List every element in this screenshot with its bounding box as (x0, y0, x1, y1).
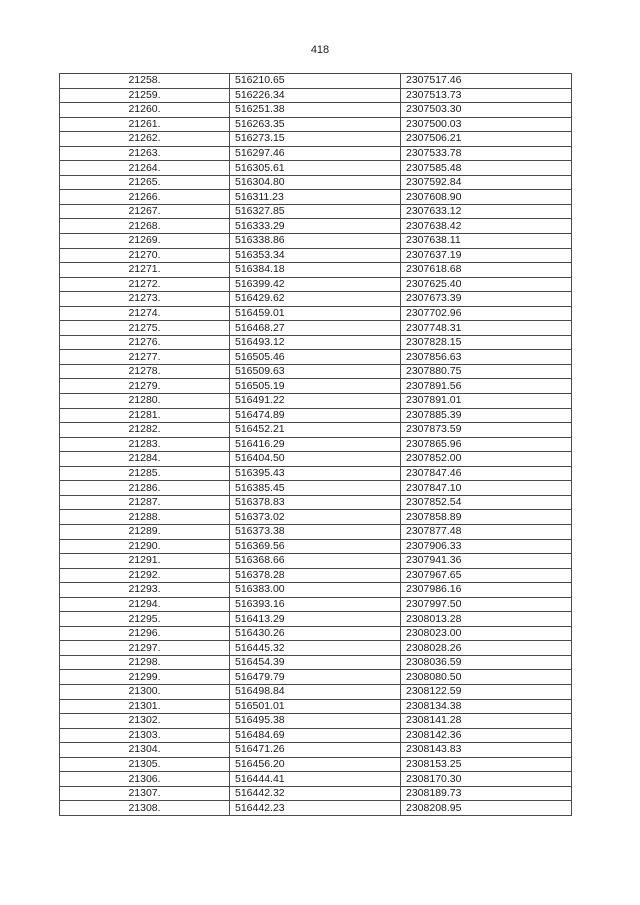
point-number-cell: 21275. (60, 321, 230, 336)
y-coordinate-cell: 2307506.21 (401, 132, 572, 147)
x-coordinate-cell: 516373.02 (230, 510, 401, 525)
y-coordinate-cell: 2307633.12 (401, 204, 572, 219)
point-number-cell: 21268. (60, 219, 230, 234)
point-number-cell: 21287. (60, 495, 230, 510)
point-number-cell: 21271. (60, 263, 230, 278)
y-coordinate-cell: 2307997.50 (401, 597, 572, 612)
point-number-cell: 21264. (60, 161, 230, 176)
y-coordinate-cell: 2307503.30 (401, 103, 572, 118)
y-coordinate-cell: 2307533.78 (401, 146, 572, 161)
y-coordinate-cell: 2307856.63 (401, 350, 572, 365)
point-number-cell: 21283. (60, 437, 230, 452)
y-coordinate-cell: 2308153.25 (401, 757, 572, 772)
y-coordinate-cell: 2307748.31 (401, 321, 572, 336)
x-coordinate-cell: 516479.79 (230, 670, 401, 685)
y-coordinate-cell: 2308143.83 (401, 743, 572, 758)
point-number-cell: 21269. (60, 234, 230, 249)
table-row (60, 786, 572, 801)
table-row (60, 714, 572, 729)
table-row (60, 670, 572, 685)
y-coordinate-cell: 2307967.65 (401, 568, 572, 583)
x-coordinate-cell: 516273.15 (230, 132, 401, 147)
point-number-cell: 21289. (60, 524, 230, 539)
table-row (60, 699, 572, 714)
y-coordinate-cell: 2307891.01 (401, 394, 572, 409)
point-number-cell: 21263. (60, 146, 230, 161)
table-row (60, 437, 572, 452)
point-number-cell: 21303. (60, 728, 230, 743)
x-coordinate-cell: 516474.89 (230, 408, 401, 423)
x-coordinate-cell: 516297.46 (230, 146, 401, 161)
x-coordinate-cell: 516468.27 (230, 321, 401, 336)
table-row (60, 481, 572, 496)
y-coordinate-cell: 2308189.73 (401, 786, 572, 801)
point-number-cell: 21300. (60, 684, 230, 699)
table-row (60, 728, 572, 743)
x-coordinate-cell: 516226.34 (230, 88, 401, 103)
table-row (60, 554, 572, 569)
table-row (60, 103, 572, 118)
point-number-cell: 21290. (60, 539, 230, 554)
table-row (60, 88, 572, 103)
x-coordinate-cell: 516452.21 (230, 423, 401, 438)
point-number-cell: 21276. (60, 335, 230, 350)
x-coordinate-cell: 516444.41 (230, 772, 401, 787)
x-coordinate-cell: 516505.46 (230, 350, 401, 365)
point-number-cell: 21262. (60, 132, 230, 147)
table-row (60, 74, 572, 89)
x-coordinate-cell: 516304.80 (230, 175, 401, 190)
y-coordinate-cell: 2307880.75 (401, 364, 572, 379)
table-row (60, 684, 572, 699)
y-coordinate-cell: 2307618.68 (401, 263, 572, 278)
table-row (60, 495, 572, 510)
y-coordinate-cell: 2307500.03 (401, 117, 572, 132)
point-number-cell: 21282. (60, 423, 230, 438)
table-row (60, 379, 572, 394)
x-coordinate-cell: 516333.29 (230, 219, 401, 234)
y-coordinate-cell: 2308036.59 (401, 655, 572, 670)
point-number-cell: 21266. (60, 190, 230, 205)
x-coordinate-cell: 516404.50 (230, 452, 401, 467)
point-number-cell: 21261. (60, 117, 230, 132)
x-coordinate-cell: 516505.19 (230, 379, 401, 394)
point-number-cell: 21259. (60, 88, 230, 103)
y-coordinate-cell: 2307877.48 (401, 524, 572, 539)
point-number-cell: 21280. (60, 394, 230, 409)
table-row (60, 219, 572, 234)
x-coordinate-cell: 516338.86 (230, 234, 401, 249)
x-coordinate-cell: 516327.85 (230, 204, 401, 219)
point-number-cell: 21294. (60, 597, 230, 612)
table-row (60, 801, 572, 816)
x-coordinate-cell: 516471.26 (230, 743, 401, 758)
table-row (60, 161, 572, 176)
table-row (60, 524, 572, 539)
table-row (60, 263, 572, 278)
table-row (60, 423, 572, 438)
y-coordinate-cell: 2307673.39 (401, 292, 572, 307)
x-coordinate-cell: 516442.32 (230, 786, 401, 801)
table-row (60, 117, 572, 132)
table-row (60, 626, 572, 641)
point-number-cell: 21299. (60, 670, 230, 685)
table-row (60, 175, 572, 190)
x-coordinate-cell: 516378.28 (230, 568, 401, 583)
table-row (60, 277, 572, 292)
table-row (60, 234, 572, 249)
table-row (60, 306, 572, 321)
y-coordinate-cell: 2307941.36 (401, 554, 572, 569)
table-row (60, 394, 572, 409)
point-number-cell: 21302. (60, 714, 230, 729)
x-coordinate-cell: 516378.83 (230, 495, 401, 510)
table-row (60, 612, 572, 627)
x-coordinate-cell: 516498.84 (230, 684, 401, 699)
x-coordinate-cell: 516456.20 (230, 757, 401, 772)
y-coordinate-cell: 2308134.38 (401, 699, 572, 714)
y-coordinate-cell: 2308023.00 (401, 626, 572, 641)
x-coordinate-cell: 516484.69 (230, 728, 401, 743)
coordinates-table (59, 73, 572, 816)
y-coordinate-cell: 2307852.00 (401, 452, 572, 467)
table-row (60, 583, 572, 598)
point-number-cell: 21277. (60, 350, 230, 365)
table-row (60, 364, 572, 379)
y-coordinate-cell: 2308208.95 (401, 801, 572, 816)
y-coordinate-cell: 2307986.16 (401, 583, 572, 598)
y-coordinate-cell: 2307865.96 (401, 437, 572, 452)
point-number-cell: 21284. (60, 452, 230, 467)
y-coordinate-cell: 2308028.26 (401, 641, 572, 656)
point-number-cell: 21288. (60, 510, 230, 525)
table-row (60, 655, 572, 670)
table-row (60, 408, 572, 423)
point-number-cell: 21305. (60, 757, 230, 772)
point-number-cell: 21274. (60, 306, 230, 321)
x-coordinate-cell: 516416.29 (230, 437, 401, 452)
y-coordinate-cell: 2307625.40 (401, 277, 572, 292)
y-coordinate-cell: 2307885.39 (401, 408, 572, 423)
y-coordinate-cell: 2308142.36 (401, 728, 572, 743)
table-row (60, 641, 572, 656)
point-number-cell: 21306. (60, 772, 230, 787)
coordinates-table-body (60, 74, 572, 816)
y-coordinate-cell: 2307873.59 (401, 423, 572, 438)
point-number-cell: 21285. (60, 466, 230, 481)
x-coordinate-cell: 516251.38 (230, 103, 401, 118)
x-coordinate-cell: 516459.01 (230, 306, 401, 321)
x-coordinate-cell: 516353.34 (230, 248, 401, 263)
y-coordinate-cell: 2308170.30 (401, 772, 572, 787)
x-coordinate-cell: 516491.22 (230, 394, 401, 409)
x-coordinate-cell: 516368.66 (230, 554, 401, 569)
point-number-cell: 21295. (60, 612, 230, 627)
table-row (60, 510, 572, 525)
x-coordinate-cell: 516373.38 (230, 524, 401, 539)
table-row (60, 132, 572, 147)
table-row (60, 292, 572, 307)
point-number-cell: 21304. (60, 743, 230, 758)
point-number-cell: 21260. (60, 103, 230, 118)
x-coordinate-cell: 516263.35 (230, 117, 401, 132)
table-row (60, 772, 572, 787)
x-coordinate-cell: 516429.62 (230, 292, 401, 307)
point-number-cell: 21308. (60, 801, 230, 816)
y-coordinate-cell: 2307906.33 (401, 539, 572, 554)
x-coordinate-cell: 516445.32 (230, 641, 401, 656)
table-row (60, 539, 572, 554)
point-number-cell: 21272. (60, 277, 230, 292)
y-coordinate-cell: 2307891.56 (401, 379, 572, 394)
x-coordinate-cell: 516399.42 (230, 277, 401, 292)
table-row (60, 743, 572, 758)
point-number-cell: 21296. (60, 626, 230, 641)
x-coordinate-cell: 516501.01 (230, 699, 401, 714)
y-coordinate-cell: 2307702.96 (401, 306, 572, 321)
y-coordinate-cell: 2307852.54 (401, 495, 572, 510)
point-number-cell: 21297. (60, 641, 230, 656)
point-number-cell: 21293. (60, 583, 230, 598)
x-coordinate-cell: 516454.39 (230, 655, 401, 670)
table-row (60, 335, 572, 350)
x-coordinate-cell: 516393.16 (230, 597, 401, 612)
y-coordinate-cell: 2308080.50 (401, 670, 572, 685)
point-number-cell: 21270. (60, 248, 230, 263)
x-coordinate-cell: 516442.23 (230, 801, 401, 816)
x-coordinate-cell: 516413.29 (230, 612, 401, 627)
y-coordinate-cell: 2307828.15 (401, 335, 572, 350)
page-number: 418 (310, 44, 330, 56)
y-coordinate-cell: 2308122.59 (401, 684, 572, 699)
point-number-cell: 21291. (60, 554, 230, 569)
x-coordinate-cell: 516385.45 (230, 481, 401, 496)
table-row (60, 568, 572, 583)
point-number-cell: 21258. (60, 74, 230, 89)
table-row (60, 204, 572, 219)
point-number-cell: 21267. (60, 204, 230, 219)
y-coordinate-cell: 2307592.84 (401, 175, 572, 190)
x-coordinate-cell: 516305.61 (230, 161, 401, 176)
point-number-cell: 21307. (60, 786, 230, 801)
table-row (60, 321, 572, 336)
table-row (60, 597, 572, 612)
x-coordinate-cell: 516210.65 (230, 74, 401, 89)
point-number-cell: 21292. (60, 568, 230, 583)
y-coordinate-cell: 2307858.89 (401, 510, 572, 525)
point-number-cell: 21298. (60, 655, 230, 670)
point-number-cell: 21265. (60, 175, 230, 190)
point-number-cell: 21273. (60, 292, 230, 307)
y-coordinate-cell: 2308013.28 (401, 612, 572, 627)
y-coordinate-cell: 2307513.73 (401, 88, 572, 103)
x-coordinate-cell: 516495.38 (230, 714, 401, 729)
table-row (60, 452, 572, 467)
y-coordinate-cell: 2307608.90 (401, 190, 572, 205)
x-coordinate-cell: 516369.56 (230, 539, 401, 554)
x-coordinate-cell: 516311.23 (230, 190, 401, 205)
x-coordinate-cell: 516493.12 (230, 335, 401, 350)
x-coordinate-cell: 516395.43 (230, 466, 401, 481)
y-coordinate-cell: 2308141.28 (401, 714, 572, 729)
x-coordinate-cell: 516384.18 (230, 263, 401, 278)
table-row (60, 190, 572, 205)
y-coordinate-cell: 2307585.48 (401, 161, 572, 176)
point-number-cell: 21281. (60, 408, 230, 423)
x-coordinate-cell: 516430.26 (230, 626, 401, 641)
x-coordinate-cell: 516509.63 (230, 364, 401, 379)
table-row (60, 757, 572, 772)
table-row (60, 248, 572, 263)
y-coordinate-cell: 2307638.11 (401, 234, 572, 249)
point-number-cell: 21278. (60, 364, 230, 379)
point-number-cell: 21279. (60, 379, 230, 394)
table-row (60, 350, 572, 365)
point-number-cell: 21286. (60, 481, 230, 496)
y-coordinate-cell: 2307637.19 (401, 248, 572, 263)
y-coordinate-cell: 2307847.10 (401, 481, 572, 496)
x-coordinate-cell: 516383.00 (230, 583, 401, 598)
table-row (60, 146, 572, 161)
y-coordinate-cell: 2307847.46 (401, 466, 572, 481)
y-coordinate-cell: 2307638.42 (401, 219, 572, 234)
point-number-cell: 21301. (60, 699, 230, 714)
table-row (60, 466, 572, 481)
y-coordinate-cell: 2307517.46 (401, 74, 572, 89)
